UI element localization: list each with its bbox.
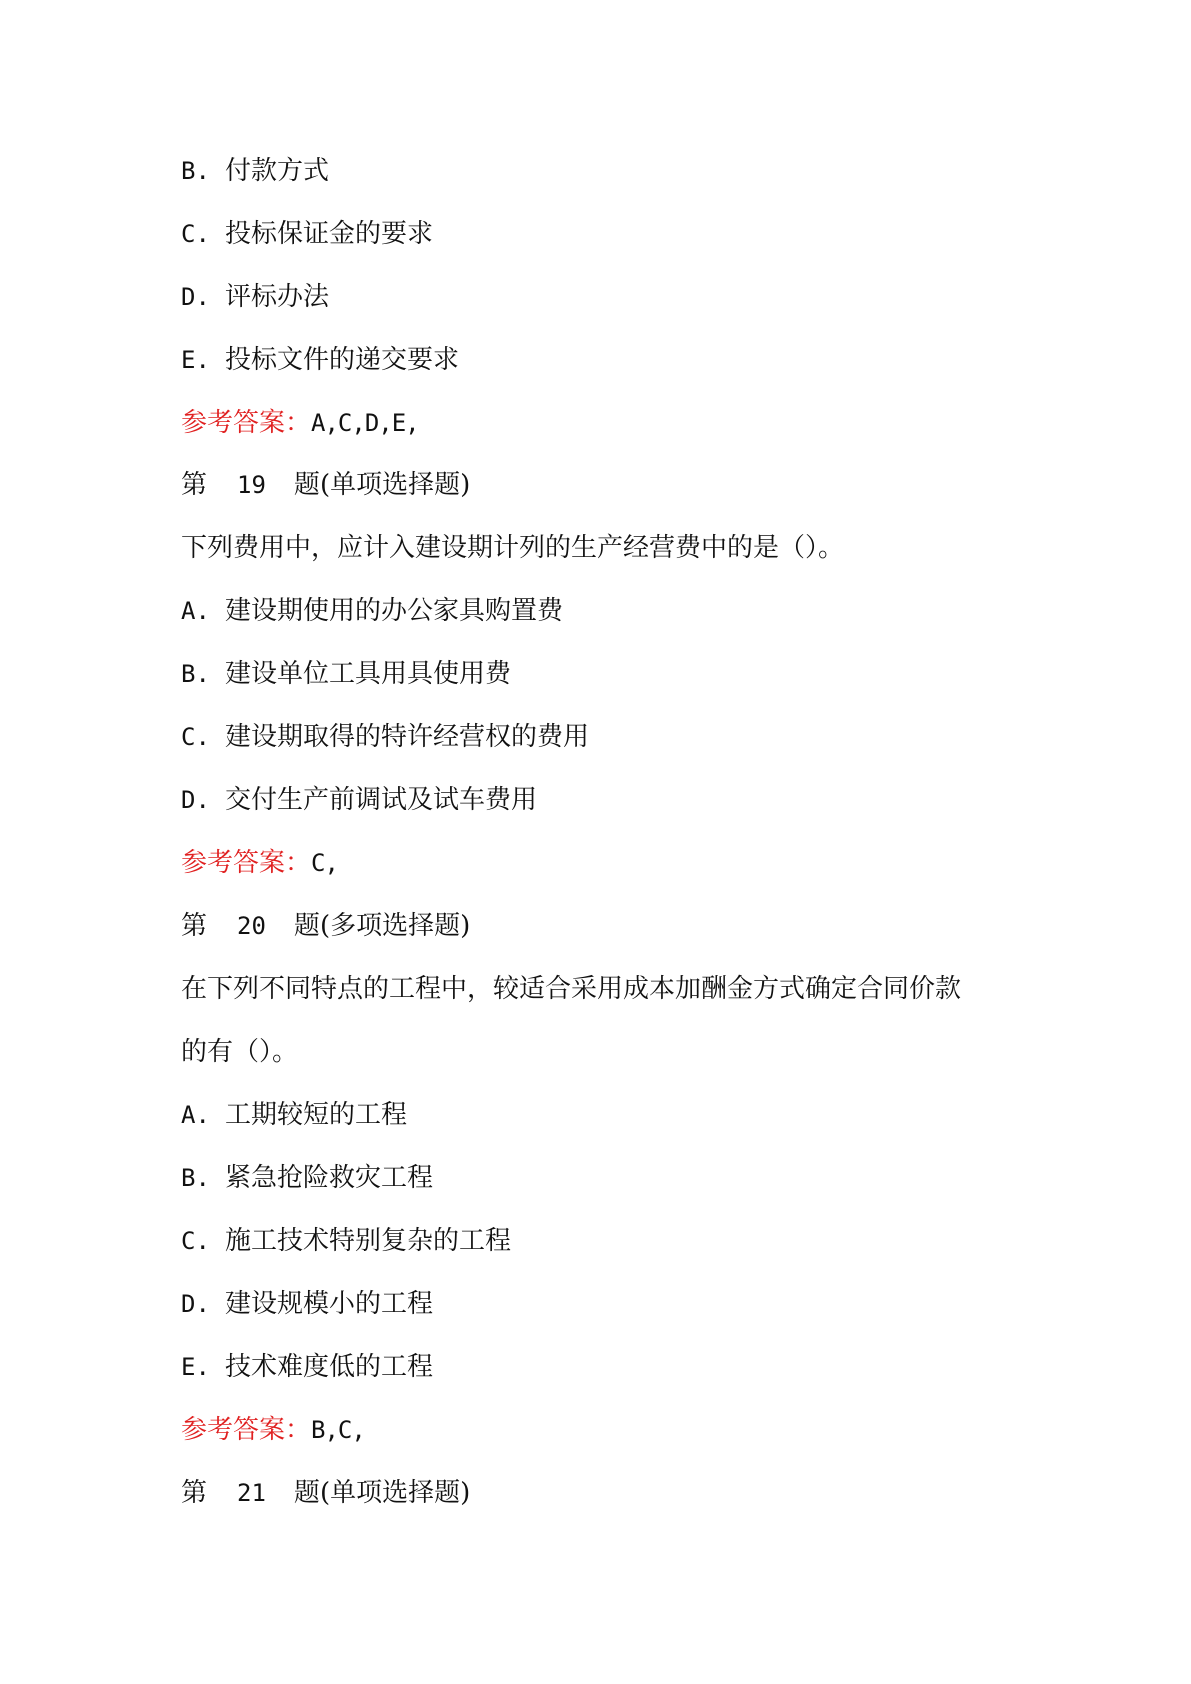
option-text: 工期较短的工程 — [225, 1100, 408, 1130]
option-letter: C. — [181, 723, 210, 751]
answer-value: A,C,D,E, — [311, 409, 419, 437]
option-text: 投标保证金的要求 — [225, 219, 434, 249]
question-prefix: 第 — [181, 470, 208, 500]
option-letter: C. — [181, 220, 210, 248]
option-text: 技术难度低的工程 — [225, 1352, 434, 1382]
answer-value: B,C, — [311, 1416, 365, 1444]
q19-option-a — [181, 596, 563, 626]
option-letter: E. — [181, 346, 210, 374]
q19-heading — [181, 470, 470, 500]
answer-label: 参考答案： — [181, 408, 312, 438]
q19-option-c — [181, 722, 589, 752]
option-text: 建设单位工具用具使用费 — [225, 659, 512, 689]
option-text: 建设期取得的特许经营权的费用 — [225, 722, 590, 752]
answer-label: 参考答案： — [181, 1415, 312, 1445]
q18-option-e — [181, 345, 459, 375]
question-type: (单项选择题) — [319, 470, 471, 500]
question-suffix: 题 — [293, 911, 320, 941]
option-letter: B. — [181, 157, 210, 185]
q18-option-d — [181, 282, 329, 312]
option-text: 投标文件的递交要求 — [225, 345, 460, 375]
option-letter: D. — [181, 786, 210, 814]
question-number: 21 — [237, 1479, 266, 1507]
option-letter: D. — [181, 283, 210, 311]
q21-heading — [181, 1478, 470, 1508]
q20-option-a — [181, 1100, 407, 1130]
option-letter: B. — [181, 660, 210, 688]
q20-stem-line1: 在下列不同特点的工程中，较适合采用成本加酬金方式确定合同价款 — [181, 974, 962, 1004]
option-text: 付款方式 — [225, 156, 330, 186]
answer-value: C, — [311, 849, 338, 877]
option-text: 建设期使用的办公家具购置费 — [225, 596, 564, 626]
q19-stem: 下列费用中，应计入建设期计列的生产经营费中的是（）。 — [181, 533, 845, 563]
q20-heading — [181, 911, 470, 941]
q20-option-b — [181, 1163, 433, 1193]
answer-label: 参考答案： — [181, 848, 312, 878]
q20-option-d — [181, 1289, 433, 1319]
option-letter: D. — [181, 1290, 210, 1318]
q20-answer — [181, 1415, 365, 1445]
option-text: 交付生产前调试及试车费用 — [225, 785, 538, 815]
option-letter: B. — [181, 1164, 210, 1192]
q20-stem-line2: 的有（）。 — [181, 1037, 299, 1067]
q19-answer — [181, 848, 338, 878]
q20-option-e — [181, 1352, 433, 1382]
question-type: (单项选择题) — [319, 1478, 471, 1508]
q18-option-b — [181, 156, 329, 186]
option-text: 建设规模小的工程 — [225, 1289, 434, 1319]
option-letter: A. — [181, 597, 210, 625]
question-suffix: 题 — [293, 470, 320, 500]
q20-option-c — [181, 1226, 511, 1256]
question-suffix: 题 — [293, 1478, 320, 1508]
option-text: 紧急抢险救灾工程 — [225, 1163, 434, 1193]
q19-option-d — [181, 785, 537, 815]
q18-answer — [181, 408, 419, 438]
q18-option-c — [181, 219, 433, 249]
option-letter: C. — [181, 1227, 210, 1255]
option-letter: E. — [181, 1353, 210, 1381]
option-text: 评标办法 — [225, 282, 330, 312]
question-prefix: 第 — [181, 911, 208, 941]
question-number: 19 — [237, 471, 266, 499]
question-type: (多项选择题) — [319, 911, 471, 941]
option-letter: A. — [181, 1101, 210, 1129]
question-prefix: 第 — [181, 1478, 208, 1508]
question-number: 20 — [237, 912, 266, 940]
option-text: 施工技术特别复杂的工程 — [225, 1226, 512, 1256]
q19-option-b — [181, 659, 511, 689]
